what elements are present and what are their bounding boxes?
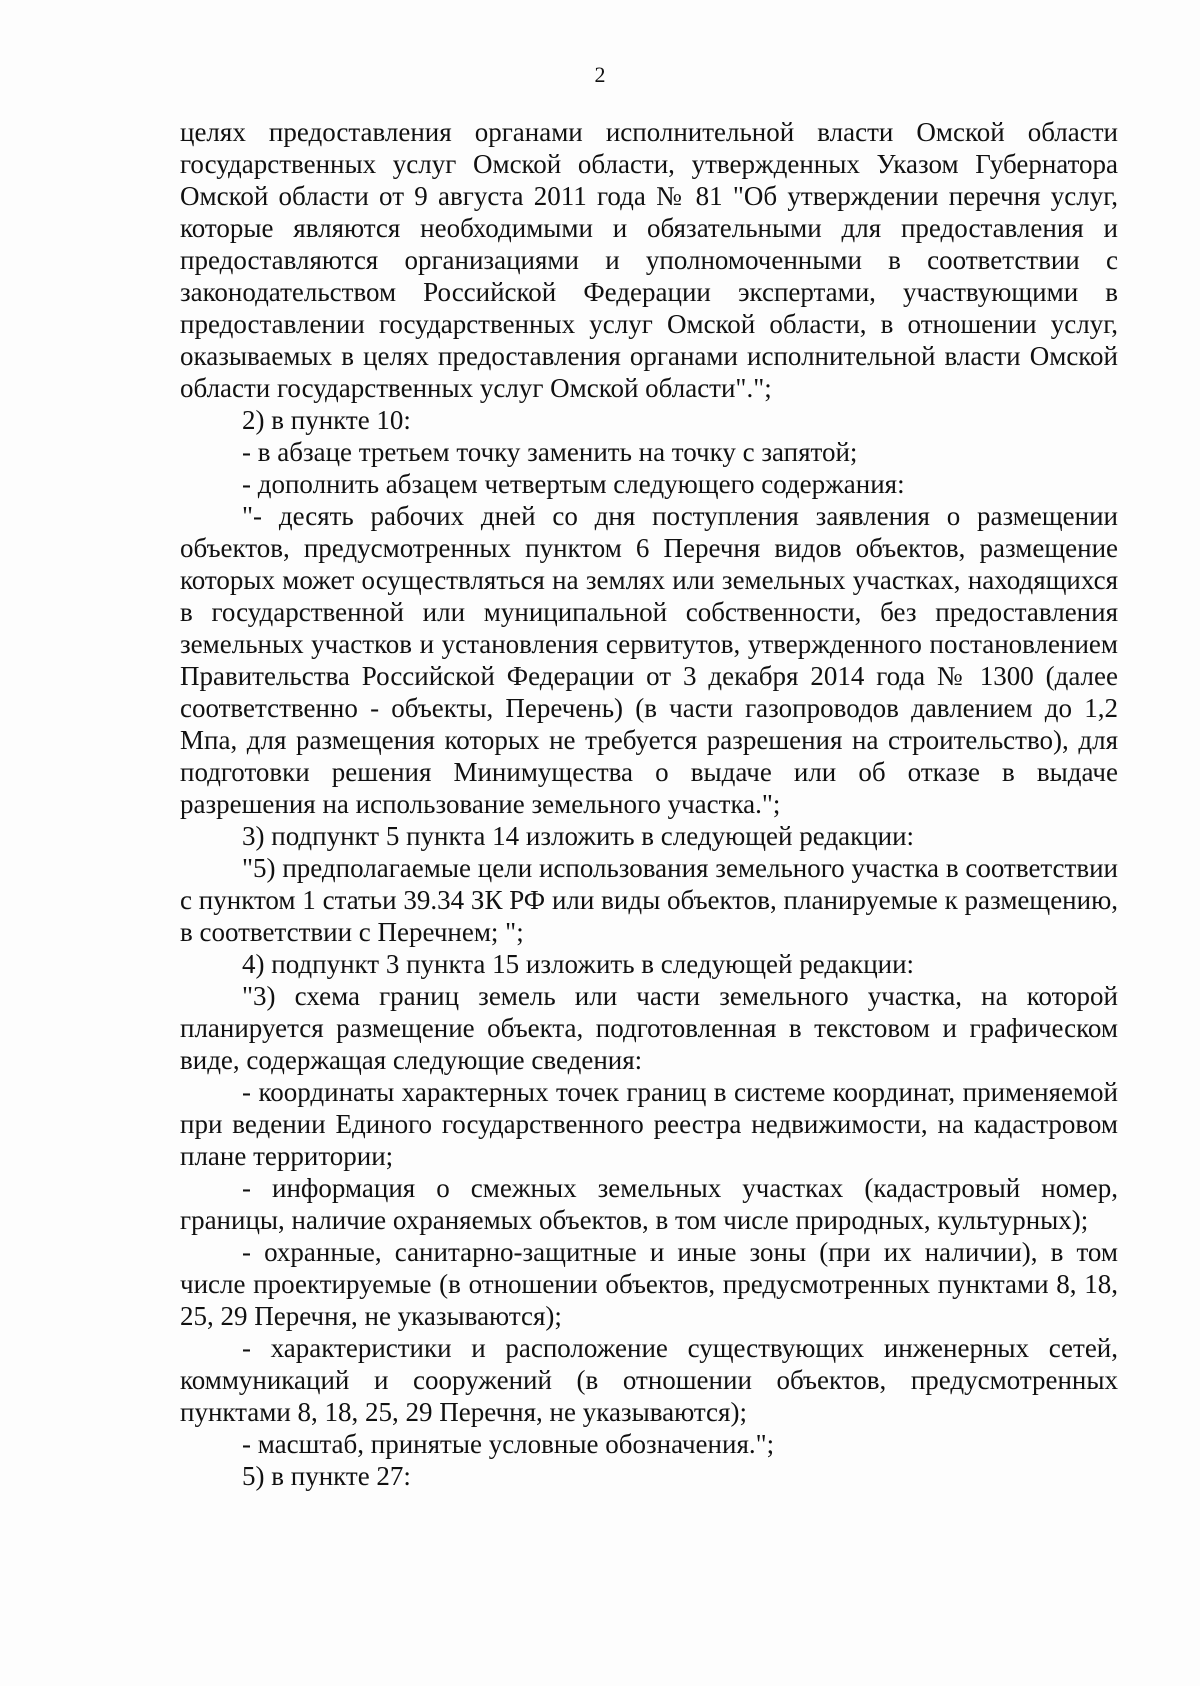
- page-number: 2: [594, 62, 606, 87]
- paragraph: 5) в пункте 27:: [242, 1461, 411, 1491]
- paragraph: - дополнить абзацем четвертым следующего содержания:: [242, 469, 905, 499]
- paragraph: 4) подпункт 3 пункта 15 изложить в следующей редакции:: [242, 949, 915, 979]
- paragraph: "- десять рабочих дней со дня поступления заявления о размещении объектов, предусмотренных пунктом 6 Перечня видов объектов, размещение которых может осуществляться на землях или земельных участках, находящихся в государственной или муниципальной собственности, без предоставления земельных участков и установления сервитутов, утвержденного постановлением Правительства Российской Федерации от 3 декабря 2014 года № 1300 (далее соответственно - объекты, Перечень) (в части газопроводов давлением до 1,2 Мпа, для размещения которых не требуется разрешения на строительство), для подготовки решения Минимущества о выдаче или об отказе в выдаче разрешения на использование земельного участка.";: [180, 501, 1118, 819]
- paragraph: 3) подпункт 5 пункта 14 изложить в следующей редакции:: [242, 821, 915, 851]
- paragraph: "5) предполагаемые цели использования земельного участка в соответствии с пунктом 1 статьи 39.34 ЗК РФ или виды объектов, планируемые к размещению, в соответствии с Перечнем; ";: [180, 853, 1118, 947]
- paragraph: - характеристики и расположение существующих инженерных сетей, коммуникаций и сооружений (в отношении объектов, предусмотренных пунктами 8, 18, 25, 29 Перечня, не указываются);: [180, 1333, 1118, 1427]
- document-body: [180, 116, 1118, 1492]
- paragraph: - информация о смежных земельных участках (кадастровый номер, границы, наличие охраняемых объектов, в том числе природных, культурных);: [180, 1173, 1118, 1235]
- paragraph: целях предоставления органами исполнительной власти Омской области государственных услуг Омской области, утвержденных Указом Губернатора Омской области от 9 августа 2011 года № 81 "Об утверждении перечня услуг, которые являются необходимыми и обязательными для предоставления и предоставляются организациями и уполномоченными в соответствии с законодательством Российской Федерации экспертами, участвующими в предоставлении государственных услуг Омской области, в отношении услуг, оказываемых в целях предоставления органами исполнительной власти Омской области государственных услуг Омской области".";: [180, 117, 1118, 403]
- paragraph: - масштаб, принятые условные обозначения.";: [242, 1429, 775, 1459]
- paragraph: - в абзаце третьем точку заменить на точку с запятой;: [242, 437, 858, 467]
- paragraph: "3) схема границ земель или части земельного участка, на которой планируется размещение объекта, подготовленная в текстовом и графическом виде, содержащая следующие сведения:: [180, 981, 1118, 1075]
- paragraph: 2) в пункте 10:: [242, 405, 411, 435]
- paragraph: - охранные, санитарно-защитные и иные зоны (при их наличии), в том числе проектируемые (в отношении объектов, предусмотренных пунктами 8, 18, 25, 29 Перечня, не указываются);: [180, 1237, 1118, 1331]
- paragraph: - координаты характерных точек границ в системе координат, применяемой при ведении Единого государственного реестра недвижимости, на кадастровом плане территории;: [180, 1077, 1118, 1171]
